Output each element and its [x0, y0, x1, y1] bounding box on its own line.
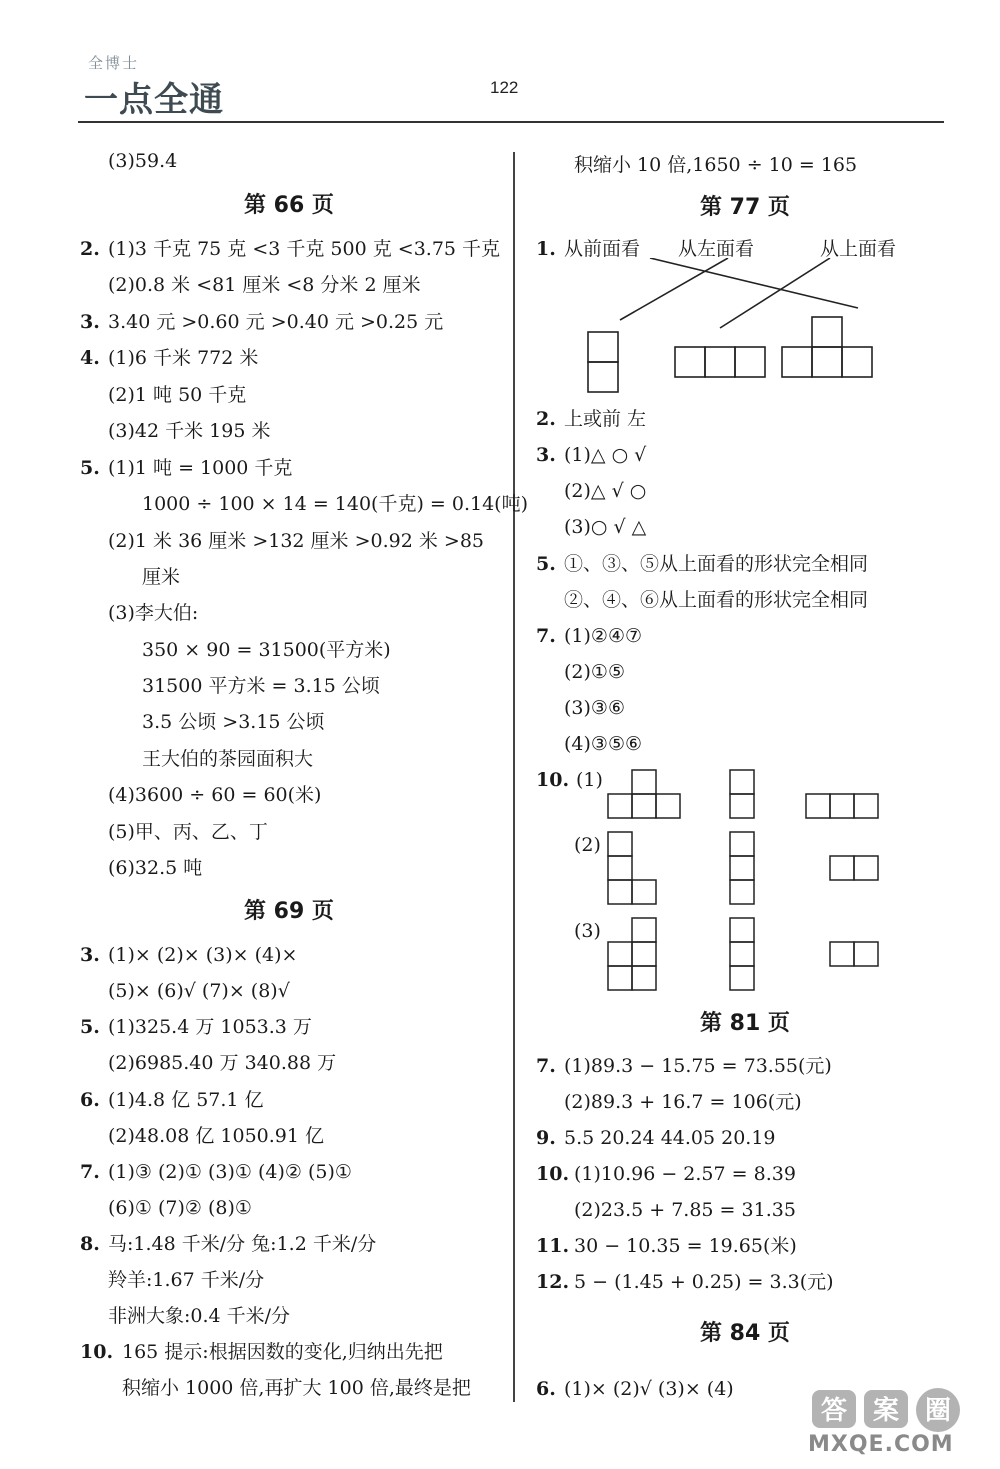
view-label-left: 从左面看 — [678, 238, 755, 260]
question-number: 5. — [80, 457, 100, 479]
answer-line: (2)1 米 36 厘米 >132 厘米 >0.92 米 >85 — [108, 530, 485, 552]
answer-line: (2)1 吨 50 千克 — [108, 384, 247, 406]
answer-line: 6. (1)× (2)√ (3)× (4) — [536, 1378, 734, 1400]
answer-line: (3) — [574, 920, 601, 942]
answer-line: 7. (1)③ (2)① (3)① (4)② (5)① — [80, 1161, 352, 1183]
question-number: 2. — [80, 238, 100, 260]
question-number: 3. — [80, 944, 100, 966]
question-number: 9. — [536, 1127, 556, 1149]
logo: 一点全通 — [84, 80, 224, 120]
answer-line: 积缩小 1000 倍,再扩大 100 倍,最终是把 — [122, 1377, 471, 1399]
answer-line: 8. 马:1.48 千米/分 兔:1.2 千米/分 — [80, 1233, 377, 1255]
answer-line: (2)23.5 + 7.85 = 31.35 — [574, 1199, 796, 1221]
question-number: 10. — [536, 1163, 570, 1185]
answer-line: (5)甲、丙、乙、丁 — [108, 821, 268, 843]
question-number: 6. — [80, 1089, 100, 1111]
header-rule — [78, 121, 944, 123]
answer-line: 6. (1)4.8 亿 57.1 亿 — [80, 1089, 264, 1111]
question-number: 3. — [80, 311, 100, 333]
answer-line: (4)③⑤⑥ — [564, 733, 643, 755]
answer-line: (2)6985.40 万 340.88 万 — [108, 1052, 337, 1074]
answer-line: 7. (1)89.3 − 15.75 = 73.55(元) — [536, 1055, 832, 1077]
answer-line: 非洲大象:0.4 千米/分 — [108, 1305, 291, 1327]
section-heading-p81: 第 81 页 — [700, 1011, 790, 1036]
question-number: 6. — [536, 1378, 556, 1400]
answer-line: 3. 3.40 元 >0.60 元 >0.40 元 >0.25 元 — [80, 311, 444, 333]
section-heading-p69: 第 69 页 — [244, 899, 334, 924]
answer-line: 5. (1)325.4 万 1053.3 万 — [80, 1016, 312, 1038]
view-label-front: 从前面看 — [564, 238, 641, 260]
answer-line: (6)32.5 吨 — [108, 857, 203, 879]
answer-line: 1000 ÷ 100 × 14 = 140(千克) = 0.14(吨) — [142, 493, 529, 515]
question-number: 4. — [80, 347, 100, 369]
question-number: 7. — [80, 1161, 100, 1183]
answer-line: (3)59.4 — [108, 150, 178, 172]
answer-line: 10. (1)10.96 − 2.57 = 8.39 — [536, 1163, 796, 1185]
watermark-url: MXQE.COM — [808, 1432, 954, 1457]
three-views-figure — [600, 766, 890, 992]
answer-line: 9. 5.5 20.24 44.05 20.19 — [536, 1127, 776, 1149]
question-number: 2. — [536, 408, 556, 430]
answer-line: 5. (1)1 吨 = 1000 千克 — [80, 457, 293, 479]
answer-line: 羚羊:1.67 千米/分 — [108, 1269, 265, 1291]
section-heading-p77: 第 77 页 — [700, 195, 790, 220]
answer-line: 2. 上或前 左 — [536, 408, 647, 430]
answer-line: 2. (1)3 千克 75 克 <3 千克 500 克 <3.75 千克 — [80, 238, 501, 260]
answer-line: 3. (1)× (2)× (3)× (4)× — [80, 944, 298, 966]
answer-line: 7. (1)②④⑦ — [536, 625, 643, 647]
view-label-top: 从上面看 — [820, 238, 897, 260]
answer-line: 厘米 — [142, 566, 181, 588]
answer-line: 4. (1)6 千米 772 米 — [80, 347, 259, 369]
answer-line: (3)③⑥ — [564, 697, 625, 719]
answer-line: ②、④、⑥从上面看的形状完全相同 — [564, 589, 869, 611]
answer-line: (3)李大伯: — [108, 602, 199, 624]
answer-line: 3.5 公顷 >3.15 公顷 — [142, 711, 325, 733]
views-matching-figure — [580, 258, 910, 393]
question-number: 10. — [80, 1341, 114, 1363]
question-number: 7. — [536, 1055, 556, 1077]
answer-line: 10. 165 提示:根据因数的变化,归纳出先把 — [80, 1341, 443, 1363]
question-number: 3. — [536, 444, 556, 466]
answer-line: (3)42 千米 195 米 — [108, 420, 271, 442]
answer-line: 31500 平方米 = 3.15 公顷 — [142, 675, 380, 697]
question-number: 1. — [536, 238, 556, 260]
answer-line: 350 × 90 = 31500(平方米) — [142, 639, 391, 661]
answer-line: (4)3600 ÷ 60 = 60(米) — [108, 784, 322, 806]
logo-subtitle: 全博士 — [88, 54, 140, 72]
answer-line: (6)① (7)② (8)① — [108, 1197, 252, 1219]
watermark-char: 圈 — [925, 1396, 952, 1426]
watermark-char: 答 — [821, 1396, 848, 1426]
answer-line: (3)○ √ △ — [564, 516, 647, 538]
answer-line: 3. (1)△ ○ √ — [536, 444, 647, 466]
answer-line: 5. ①、③、⑤从上面看的形状完全相同 — [536, 553, 869, 575]
watermark-char: 案 — [873, 1396, 900, 1426]
question-number: 7. — [536, 625, 556, 647]
question-number: 5. — [80, 1016, 100, 1038]
answer-line: 12. 5 − (1.45 + 0.25) = 3.3(元) — [536, 1271, 834, 1293]
question-number: 11. — [536, 1235, 570, 1257]
question-number: 10. — [536, 769, 570, 791]
question-number: 8. — [80, 1233, 100, 1255]
answer-line: (2)△ √ ○ — [564, 480, 647, 502]
page-number: 122 — [490, 78, 519, 97]
answer-line: 王大伯的茶园面积大 — [142, 748, 314, 770]
answer-line: (2)48.08 亿 1050.91 亿 — [108, 1125, 324, 1147]
page-header — [0, 0, 1000, 130]
question-number: 5. — [536, 553, 556, 575]
section-heading-p84: 第 84 页 — [700, 1321, 790, 1346]
answer-line: 积缩小 10 倍,1650 ÷ 10 = 165 — [574, 154, 858, 176]
answer-line: 11. 30 − 10.35 = 19.65(米) — [536, 1235, 797, 1257]
answer-line: (2)0.8 米 <81 厘米 <8 分米 2 厘米 — [108, 274, 421, 296]
answer-line: 10. (1) — [536, 769, 603, 791]
answer-line: (2) — [574, 834, 601, 856]
column-divider — [513, 152, 515, 1402]
answer-line: (2)89.3 + 16.7 = 106(元) — [564, 1091, 802, 1113]
section-heading-p66: 第 66 页 — [244, 193, 334, 218]
answer-line: (5)× (6)√ (7)× (8)√ — [108, 980, 290, 1002]
question-number: 12. — [536, 1271, 570, 1293]
answer-line: (2)①⑤ — [564, 661, 625, 683]
